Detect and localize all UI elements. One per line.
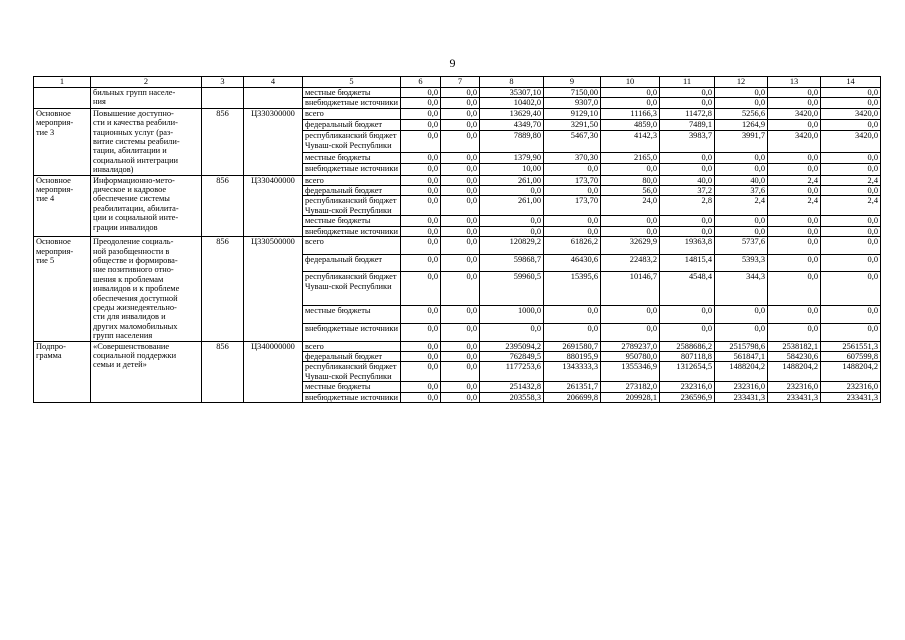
amount-cell: 0,0 bbox=[401, 108, 441, 119]
amount-cell: 3420,0 bbox=[821, 131, 881, 153]
amount-cell: 22483,2 bbox=[601, 254, 660, 272]
amount-cell: 0,0 bbox=[401, 152, 441, 163]
amount-cell: 0,0 bbox=[660, 323, 715, 341]
amount-cell: 0,0 bbox=[441, 186, 480, 196]
csr-cell: Ц330500000 bbox=[244, 237, 303, 341]
column-number: 8 bbox=[480, 77, 544, 88]
column-number: 5 bbox=[303, 77, 401, 88]
amount-cell: 807118,8 bbox=[660, 351, 715, 361]
amount-cell: 3420,0 bbox=[768, 131, 821, 153]
amount-cell: 0,0 bbox=[441, 237, 480, 255]
amount-cell: 46430,6 bbox=[544, 254, 601, 272]
amount-cell: 4349,70 bbox=[480, 120, 544, 131]
amount-cell: 24,0 bbox=[601, 196, 660, 216]
amount-cell: 0,0 bbox=[715, 226, 768, 236]
table-row bbox=[34, 88, 881, 98]
program-name-cell: Преодоление социаль- ной разобщенности в обществе и формирова- ние позитивного отно- шения к проблемам инвалидов и к проблеме обеспечения доступной среды жизнедеятельно- сти для инвалидов и других маломобильных групп населения bbox=[91, 237, 202, 341]
amount-cell: 0,0 bbox=[768, 98, 821, 108]
amount-cell: 0,0 bbox=[660, 152, 715, 163]
amount-cell: 9307,0 bbox=[544, 98, 601, 108]
amount-cell: 173,70 bbox=[544, 175, 601, 185]
column-number: 9 bbox=[544, 77, 601, 88]
funding-source-cell: местные бюджеты bbox=[303, 216, 401, 226]
amount-cell: 0,0 bbox=[715, 152, 768, 163]
amount-cell: 0,0 bbox=[660, 306, 715, 324]
amount-cell: 0,0 bbox=[401, 216, 441, 226]
program-name-cell: Информационно-мето- дическое и кадровое обеспечение системы реабилитации, абилита- ции и социальной инте- грации инвалидов bbox=[91, 175, 202, 236]
funding-source-cell: внебюджетные источники bbox=[303, 164, 401, 175]
amount-cell: 0,0 bbox=[821, 152, 881, 163]
amount-cell: 0,0 bbox=[601, 323, 660, 341]
amount-cell: 261,00 bbox=[480, 175, 544, 185]
amount-cell: 2165,0 bbox=[601, 152, 660, 163]
amount-cell: 880195,9 bbox=[544, 351, 601, 361]
amount-cell: 209928,1 bbox=[601, 392, 660, 402]
amount-cell: 1379,90 bbox=[480, 152, 544, 163]
code-cell: 856 bbox=[202, 237, 244, 341]
amount-cell: 0,0 bbox=[480, 186, 544, 196]
amount-cell: 0,0 bbox=[401, 237, 441, 255]
amount-cell: 232316,0 bbox=[660, 382, 715, 392]
amount-cell: 0,0 bbox=[441, 131, 480, 153]
amount-cell: 0,0 bbox=[441, 272, 480, 306]
column-number: 4 bbox=[244, 77, 303, 88]
amount-cell: 0,0 bbox=[441, 323, 480, 341]
amount-cell: 80,0 bbox=[601, 175, 660, 185]
amount-cell: 0,0 bbox=[821, 323, 881, 341]
amount-cell: 10,00 bbox=[480, 164, 544, 175]
amount-cell: 203558,3 bbox=[480, 392, 544, 402]
amount-cell: 2395094,2 bbox=[480, 341, 544, 351]
program-type-cell: Основное мероприя- тие 3 bbox=[34, 108, 91, 175]
amount-cell: 7150,00 bbox=[544, 88, 601, 98]
amount-cell: 0,0 bbox=[441, 164, 480, 175]
amount-cell: 3420,0 bbox=[768, 108, 821, 119]
amount-cell: 261351,7 bbox=[544, 382, 601, 392]
amount-cell: 37,2 bbox=[660, 186, 715, 196]
amount-cell: 9129,10 bbox=[544, 108, 601, 119]
amount-cell: 236596,9 bbox=[660, 392, 715, 402]
amount-cell: 0,0 bbox=[441, 216, 480, 226]
amount-cell: 2588686,2 bbox=[660, 341, 715, 351]
amount-cell: 4859,0 bbox=[601, 120, 660, 131]
funding-source-cell: местные бюджеты bbox=[303, 152, 401, 163]
column-number: 14 bbox=[821, 77, 881, 88]
column-number: 11 bbox=[660, 77, 715, 88]
amount-cell: 2691580,7 bbox=[544, 341, 601, 351]
amount-cell: 0,0 bbox=[768, 272, 821, 306]
amount-cell: 7889,80 bbox=[480, 131, 544, 153]
amount-cell: 13629,40 bbox=[480, 108, 544, 119]
amount-cell: 0,0 bbox=[601, 98, 660, 108]
amount-cell: 0,0 bbox=[441, 108, 480, 119]
amount-cell: 0,0 bbox=[441, 98, 480, 108]
amount-cell: 607599,8 bbox=[821, 351, 881, 361]
amount-cell: 173,70 bbox=[544, 196, 601, 216]
amount-cell: 261,00 bbox=[480, 196, 544, 216]
amount-cell: 0,0 bbox=[544, 323, 601, 341]
amount-cell: 0,0 bbox=[480, 323, 544, 341]
amount-cell: 0,0 bbox=[601, 306, 660, 324]
amount-cell: 0,0 bbox=[401, 362, 441, 382]
amount-cell: 10402,0 bbox=[480, 98, 544, 108]
amount-cell: 232316,0 bbox=[821, 382, 881, 392]
amount-cell: 232316,0 bbox=[768, 382, 821, 392]
amount-cell: 0,0 bbox=[601, 216, 660, 226]
amount-cell: 19363,8 bbox=[660, 237, 715, 255]
amount-cell: 0,0 bbox=[401, 196, 441, 216]
program-name-cell: бильных групп населе- ния bbox=[91, 88, 202, 109]
amount-cell: 0,0 bbox=[715, 306, 768, 324]
amount-cell: 0,0 bbox=[768, 226, 821, 236]
amount-cell: 120829,2 bbox=[480, 237, 544, 255]
column-number: 10 bbox=[601, 77, 660, 88]
amount-cell: 0,0 bbox=[821, 306, 881, 324]
amount-cell: 0,0 bbox=[715, 164, 768, 175]
amount-cell: 56,0 bbox=[601, 186, 660, 196]
csr-cell bbox=[244, 88, 303, 109]
amount-cell: 0,0 bbox=[441, 351, 480, 361]
amount-cell: 0,0 bbox=[821, 88, 881, 98]
amount-cell: 0,0 bbox=[660, 216, 715, 226]
amount-cell: 4142,3 bbox=[601, 131, 660, 153]
amount-cell: 1343333,3 bbox=[544, 362, 601, 382]
column-number: 6 bbox=[401, 77, 441, 88]
program-name-cell: «Совершенствование социальной поддержки семьи и детей» bbox=[91, 341, 202, 402]
amount-cell: 37,6 bbox=[715, 186, 768, 196]
amount-cell: 0,0 bbox=[401, 226, 441, 236]
amount-cell: 59868,7 bbox=[480, 254, 544, 272]
page-number: 9 bbox=[449, 56, 456, 70]
funding-source-cell: всего bbox=[303, 341, 401, 351]
amount-cell: 0,0 bbox=[768, 152, 821, 163]
amount-cell: 2561551,3 bbox=[821, 341, 881, 351]
amount-cell: 0,0 bbox=[441, 382, 480, 392]
amount-cell: 15395,6 bbox=[544, 272, 601, 306]
amount-cell: 2,4 bbox=[768, 196, 821, 216]
amount-cell: 0,0 bbox=[768, 216, 821, 226]
amount-cell: 32629,9 bbox=[601, 237, 660, 255]
amount-cell: 3291,50 bbox=[544, 120, 601, 131]
column-number: 1 bbox=[34, 77, 91, 88]
amount-cell: 2,4 bbox=[768, 175, 821, 185]
amount-cell: 232316,0 bbox=[715, 382, 768, 392]
amount-cell: 0,0 bbox=[544, 186, 601, 196]
amount-cell: 0,0 bbox=[441, 175, 480, 185]
amount-cell: 1355346,9 bbox=[601, 362, 660, 382]
amount-cell: 1488204,2 bbox=[768, 362, 821, 382]
amount-cell: 233431,3 bbox=[768, 392, 821, 402]
amount-cell: 0,0 bbox=[441, 341, 480, 351]
amount-cell: 0,0 bbox=[601, 164, 660, 175]
amount-cell: 0,0 bbox=[660, 88, 715, 98]
amount-cell: 273182,0 bbox=[601, 382, 660, 392]
amount-cell: 2789237,0 bbox=[601, 341, 660, 351]
amount-cell: 0,0 bbox=[441, 362, 480, 382]
amount-cell: 0,0 bbox=[821, 98, 881, 108]
amount-cell: 2515798,6 bbox=[715, 341, 768, 351]
amount-cell: 4548,4 bbox=[660, 272, 715, 306]
amount-cell: 0,0 bbox=[401, 120, 441, 131]
funding-source-cell: местные бюджеты bbox=[303, 382, 401, 392]
amount-cell: 251432,8 bbox=[480, 382, 544, 392]
column-number: 3 bbox=[202, 77, 244, 88]
amount-cell: 5467,30 bbox=[544, 131, 601, 153]
funding-source-cell: всего bbox=[303, 237, 401, 255]
amount-cell: 0,0 bbox=[441, 306, 480, 324]
code-cell: 856 bbox=[202, 341, 244, 402]
amount-cell: 5256,6 bbox=[715, 108, 768, 119]
amount-cell: 0,0 bbox=[441, 152, 480, 163]
amount-cell: 0,0 bbox=[401, 131, 441, 153]
funding-source-cell: местные бюджеты bbox=[303, 306, 401, 324]
amount-cell: 0,0 bbox=[821, 226, 881, 236]
funding-source-cell: федеральный бюджет bbox=[303, 186, 401, 196]
amount-cell: 14815,4 bbox=[660, 254, 715, 272]
amount-cell: 0,0 bbox=[401, 323, 441, 341]
amount-cell: 0,0 bbox=[401, 98, 441, 108]
amount-cell: 950780,0 bbox=[601, 351, 660, 361]
funding-source-cell: федеральный бюджет bbox=[303, 120, 401, 131]
csr-cell: Ц340000000 bbox=[244, 341, 303, 402]
amount-cell: 0,0 bbox=[441, 226, 480, 236]
amount-cell: 0,0 bbox=[401, 272, 441, 306]
program-type-cell: Основное мероприя- тие 4 bbox=[34, 175, 91, 236]
funding-source-cell: внебюджетные источники bbox=[303, 98, 401, 108]
amount-cell: 0,0 bbox=[715, 98, 768, 108]
code-cell: 856 bbox=[202, 108, 244, 175]
amount-cell: 1177253,6 bbox=[480, 362, 544, 382]
amount-cell: 0,0 bbox=[401, 306, 441, 324]
amount-cell: 0,0 bbox=[401, 164, 441, 175]
amount-cell: 0,0 bbox=[660, 226, 715, 236]
funding-source-cell: внебюджетные источники bbox=[303, 392, 401, 402]
amount-cell: 59960,5 bbox=[480, 272, 544, 306]
amount-cell: 0,0 bbox=[821, 237, 881, 255]
amount-cell: 762849,5 bbox=[480, 351, 544, 361]
amount-cell: 1488204,2 bbox=[821, 362, 881, 382]
program-name-cell: Повышение доступно- сти и качества реабили- тационных услуг (раз- витие системы реабили- тации, абилитации и социальной интеграции инвалидов) bbox=[91, 108, 202, 175]
amount-cell: 7489,1 bbox=[660, 120, 715, 131]
column-number: 12 bbox=[715, 77, 768, 88]
amount-cell: 0,0 bbox=[768, 306, 821, 324]
amount-cell: 233431,3 bbox=[821, 392, 881, 402]
amount-cell: 10146,7 bbox=[601, 272, 660, 306]
amount-cell: 0,0 bbox=[660, 164, 715, 175]
amount-cell: 2,4 bbox=[715, 196, 768, 216]
amount-cell: 0,0 bbox=[821, 164, 881, 175]
amount-cell: 61826,2 bbox=[544, 237, 601, 255]
amount-cell: 0,0 bbox=[821, 120, 881, 131]
amount-cell: 0,0 bbox=[401, 175, 441, 185]
column-number: 2 bbox=[91, 77, 202, 88]
amount-cell: 0,0 bbox=[768, 120, 821, 131]
amount-cell: 0,0 bbox=[821, 254, 881, 272]
funding-source-cell: всего bbox=[303, 108, 401, 119]
amount-cell: 40,0 bbox=[715, 175, 768, 185]
amount-cell: 0,0 bbox=[768, 237, 821, 255]
amount-cell: 1488204,2 bbox=[715, 362, 768, 382]
amount-cell: 3420,0 bbox=[821, 108, 881, 119]
amount-cell: 11472,8 bbox=[660, 108, 715, 119]
amount-cell: 5393,3 bbox=[715, 254, 768, 272]
amount-cell: 3991,7 bbox=[715, 131, 768, 153]
amount-cell: 0,0 bbox=[441, 254, 480, 272]
amount-cell: 0,0 bbox=[544, 216, 601, 226]
column-number-row bbox=[34, 77, 881, 88]
amount-cell: 2,4 bbox=[821, 196, 881, 216]
amount-cell: 0,0 bbox=[480, 216, 544, 226]
amount-cell: 0,0 bbox=[768, 88, 821, 98]
csr-cell: Ц330300000 bbox=[244, 108, 303, 175]
budget-table bbox=[33, 76, 881, 403]
amount-cell: 584230,6 bbox=[768, 351, 821, 361]
amount-cell: 0,0 bbox=[544, 164, 601, 175]
amount-cell: 35307,10 bbox=[480, 88, 544, 98]
amount-cell: 0,0 bbox=[401, 392, 441, 402]
amount-cell: 0,0 bbox=[401, 88, 441, 98]
code-cell: 856 bbox=[202, 175, 244, 236]
funding-source-cell: республиканский бюджет Чуваш-ской Республики bbox=[303, 131, 401, 153]
table-row bbox=[34, 341, 881, 351]
amount-cell: 0,0 bbox=[441, 88, 480, 98]
amount-cell: 0,0 bbox=[601, 88, 660, 98]
funding-source-cell: внебюджетные источники bbox=[303, 226, 401, 236]
amount-cell: 2,8 bbox=[660, 196, 715, 216]
amount-cell: 1264,9 bbox=[715, 120, 768, 131]
funding-source-cell: местные бюджеты bbox=[303, 88, 401, 98]
amount-cell: 0,0 bbox=[401, 254, 441, 272]
amount-cell: 0,0 bbox=[544, 306, 601, 324]
amount-cell: 0,0 bbox=[715, 323, 768, 341]
amount-cell: 11166,3 bbox=[601, 108, 660, 119]
amount-cell: 0,0 bbox=[768, 323, 821, 341]
program-type-cell bbox=[34, 88, 91, 109]
funding-source-cell: республиканский бюджет Чуваш-ской Республики bbox=[303, 272, 401, 306]
column-number: 7 bbox=[441, 77, 480, 88]
amount-cell: 0,0 bbox=[660, 98, 715, 108]
funding-source-cell: республиканский бюджет Чуваш-ской Республики bbox=[303, 196, 401, 216]
amount-cell: 0,0 bbox=[441, 120, 480, 131]
amount-cell: 2,4 bbox=[821, 175, 881, 185]
funding-source-cell: всего bbox=[303, 175, 401, 185]
column-number: 13 bbox=[768, 77, 821, 88]
amount-cell: 0,0 bbox=[821, 272, 881, 306]
amount-cell: 0,0 bbox=[768, 186, 821, 196]
amount-cell: 0,0 bbox=[401, 186, 441, 196]
amount-cell: 561847,1 bbox=[715, 351, 768, 361]
amount-cell: 344,3 bbox=[715, 272, 768, 306]
funding-source-cell: внебюджетные источники bbox=[303, 323, 401, 341]
funding-source-cell: федеральный бюджет bbox=[303, 254, 401, 272]
amount-cell: 1312654,5 bbox=[660, 362, 715, 382]
csr-cell: Ц330400000 bbox=[244, 175, 303, 236]
amount-cell: 40,0 bbox=[660, 175, 715, 185]
amount-cell: 206699,8 bbox=[544, 392, 601, 402]
amount-cell: 0,0 bbox=[821, 186, 881, 196]
amount-cell: 0,0 bbox=[715, 216, 768, 226]
amount-cell: 5737,6 bbox=[715, 237, 768, 255]
amount-cell: 3983,7 bbox=[660, 131, 715, 153]
amount-cell: 0,0 bbox=[480, 226, 544, 236]
amount-cell: 370,30 bbox=[544, 152, 601, 163]
amount-cell: 1000,0 bbox=[480, 306, 544, 324]
code-cell bbox=[202, 88, 244, 109]
amount-cell: 0,0 bbox=[768, 164, 821, 175]
amount-cell: 0,0 bbox=[715, 88, 768, 98]
amount-cell: 0,0 bbox=[401, 382, 441, 392]
funding-source-cell: федеральный бюджет bbox=[303, 351, 401, 361]
funding-source-cell: республиканский бюджет Чуваш-ской Республики bbox=[303, 362, 401, 382]
amount-cell: 0,0 bbox=[441, 196, 480, 216]
amount-cell: 0,0 bbox=[601, 226, 660, 236]
amount-cell: 0,0 bbox=[768, 254, 821, 272]
table-row bbox=[34, 175, 881, 185]
amount-cell: 0,0 bbox=[544, 226, 601, 236]
program-type-cell: Основное мероприя- тие 5 bbox=[34, 237, 91, 341]
amount-cell: 2538182,1 bbox=[768, 341, 821, 351]
program-type-cell: Подпро- грамма bbox=[34, 341, 91, 402]
amount-cell: 0,0 bbox=[401, 341, 441, 351]
amount-cell: 0,0 bbox=[401, 351, 441, 361]
table-row bbox=[34, 108, 881, 119]
amount-cell: 0,0 bbox=[821, 216, 881, 226]
amount-cell: 233431,3 bbox=[715, 392, 768, 402]
amount-cell: 0,0 bbox=[441, 392, 480, 402]
table-row bbox=[34, 237, 881, 255]
